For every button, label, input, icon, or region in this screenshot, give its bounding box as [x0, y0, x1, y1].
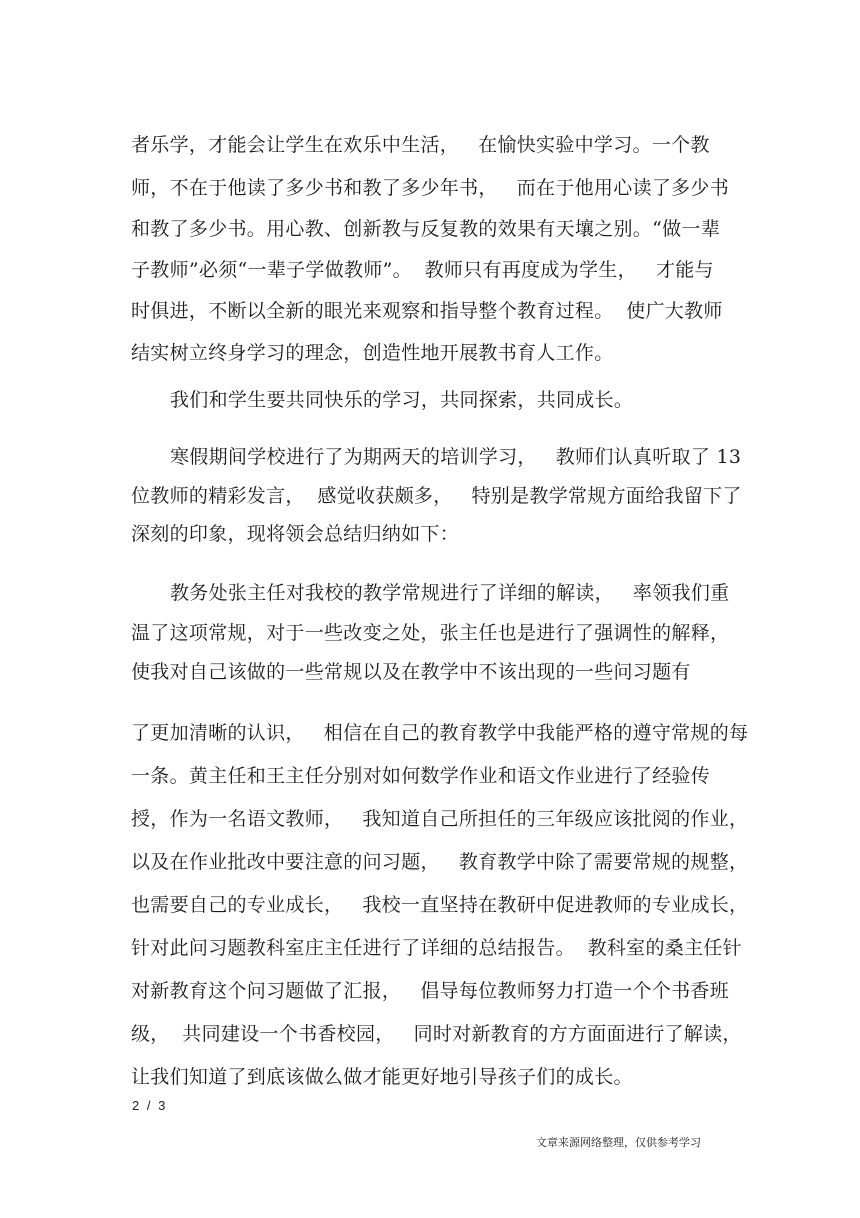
- page-number: 2 / 3: [132, 1098, 168, 1113]
- text-line: 也需要自己的专业成长， 我校一直坚持在教研中促进教师的专业成长，: [131, 894, 749, 916]
- text-line: 时俱进，不断以全新的眼光来观察和指导整个教育过程。 使广大教师: [131, 300, 723, 322]
- text-line: 以及在作业批改中要注意的问习题， 教育教学中除了需要常规的规整，: [131, 851, 749, 873]
- text-line: 者乐学，才能会让学生在欢乐中生活， 在愉快实验中学习。一个教: [131, 134, 710, 156]
- text-line: 子教师”必须“一辈子学做教师”。 教师只有再度成为学生， 才能与: [131, 259, 714, 281]
- footer-note: 文章来源网络整理，仅供参考学习: [536, 1136, 701, 1149]
- text-line: 一条。黄主任和王主任分别对如何数学作业和语文作业进行了经验传: [131, 765, 711, 787]
- text-line: 师，不在于他读了多少书和教了多少年书， 而在于他用心读了多少书: [131, 177, 730, 199]
- text-line: 结实树立终身学习的理念，创造性地开展教书育人工作。: [131, 342, 614, 364]
- text-line: 教务处张主任对我校的教学常规进行了详细的解读， 率领我们重: [170, 582, 730, 604]
- text-line: 寒假期间学校进行了为期两天的培训学习， 教师们认真听取了 13: [170, 446, 742, 468]
- text-line: 针对此问习题教科室庄主任进行了详细的总结报告。 教科室的桑主任针: [131, 937, 742, 959]
- text-line: 让我们知道了到底该做么做才能更好地引导孩子们的成长。: [131, 1066, 633, 1088]
- text-line: 温了这项常规，对于一些改变之处，张主任也是进行了强调性的解释，: [131, 622, 730, 644]
- text-line: 授，作为一名语文教师， 我知道自己所担任的三年级应该批阅的作业，: [131, 808, 749, 830]
- text-line: 了更加清晰的认识， 相信在自己的教育教学中我能严格的遵守常规的每: [131, 722, 749, 744]
- text-line: 级， 共同建设一个书香校园， 同时对新教育的方方面面进行了解读，: [131, 1023, 742, 1045]
- text-line: 对新教育这个问习题做了汇报， 倡导每位教师努力打造一个个书香班: [131, 980, 730, 1002]
- text-line: 我们和学生要共同快乐的学习，共同探索，共同成长。: [170, 389, 634, 411]
- text-line: 和教了多少书。用心教、创新教与反复教的效果有天壤之别。“做一辈: [131, 218, 721, 240]
- text-line: 位教师的精彩发言， 感觉收获颇多， 特别是教学常规方面给我留下了: [131, 485, 742, 507]
- text-line: 使我对自己该做的一些常规以及在教学中不该出现的一些问习题有: [131, 661, 691, 683]
- text-line: 深刻的印象，现将领会总结归纳如下：: [131, 523, 460, 545]
